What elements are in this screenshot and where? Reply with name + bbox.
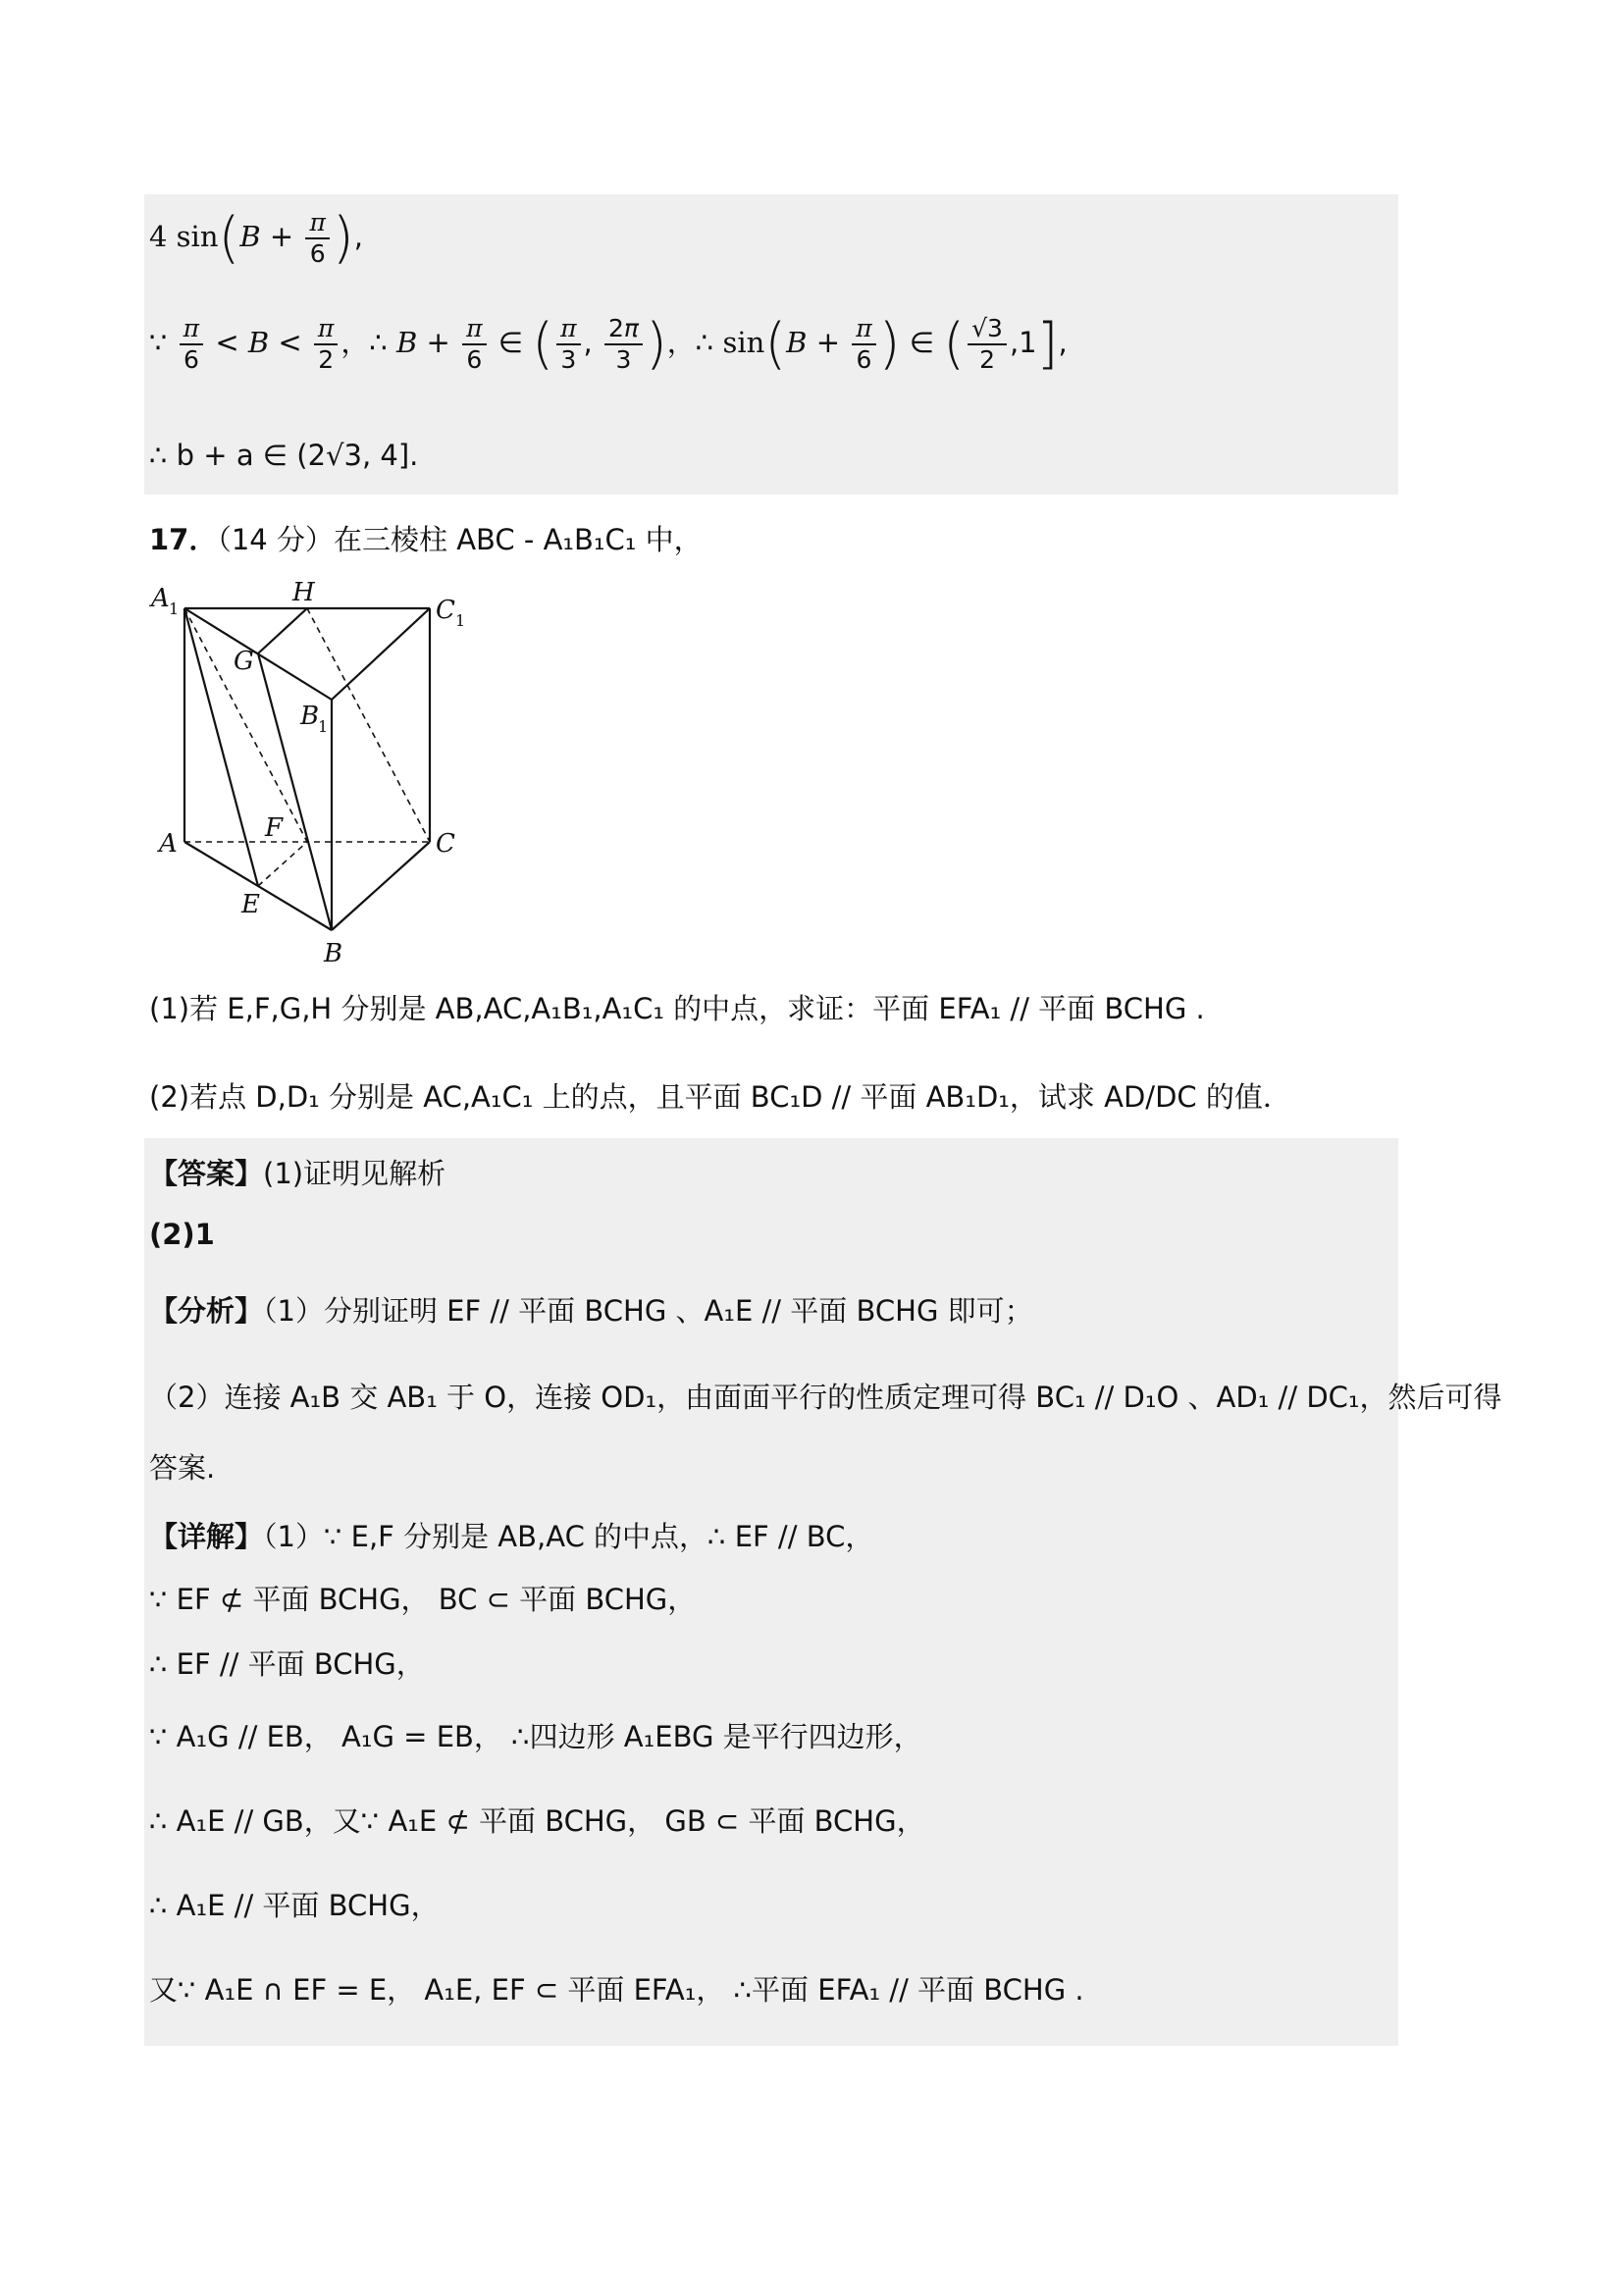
- problem-stem-text: 在三棱柱 ABC - A₁B₁C₁ 中，: [333, 523, 703, 556]
- detail-line-4: ∵ A₁G // EB， A₁G = EB， ∴四边形 A₁EBG 是平行四边形，: [149, 1720, 922, 1753]
- problem-score: （14 分）: [217, 523, 334, 556]
- label-b: B: [324, 939, 343, 968]
- label-h: H: [292, 579, 315, 607]
- detail-line-5: ∴ A₁E // GB，又∵ A₁E ⊄ 平面 BCHG， GB ⊂ 平面 BCHG，: [149, 1804, 925, 1838]
- detail-line-2: ∵ EF ⊄ 平面 BCHG， BC ⊂ 平面 BCHG，: [149, 1583, 697, 1616]
- label-a: A: [159, 829, 178, 859]
- edge-g-h: [258, 608, 307, 653]
- problem-part-1: (1)若 E,F,G,H 分别是 AB,AC,A₁B₁,A₁C₁ 的中点，求证：平面 EFA₁ // 平面 BCHG .: [149, 992, 1205, 1025]
- label-f: F: [265, 813, 284, 843]
- label-c: C: [436, 829, 455, 859]
- label-c1: C: [436, 596, 455, 625]
- svg-text:1: 1: [455, 611, 466, 630]
- detail-line-7: 又∵ A₁E ∩ EF = E， A₁E, EF ⊂ 平面 EFA₁， ∴平面 EFA₁ // 平面 BCHG .: [149, 1973, 1084, 2007]
- problem-part-2: (2)若点 D,D₁ 分别是 AC,A₁C₁ 上的点，且平面 BC₁D // 平面 AB₁D₁，试求 AD/DC 的值．: [149, 1080, 1291, 1114]
- analysis-line-1: [149, 1291, 1033, 1331]
- detail-line-1: [149, 1517, 873, 1556]
- answer-line-1: [149, 1154, 445, 1193]
- analysis-line-3: 答案.: [149, 1451, 216, 1485]
- solution-line-1: 4 sin(B + $\frac{\pi}{6}$ ),: [149, 206, 363, 270]
- svg-text:1: 1: [169, 600, 180, 618]
- solution-line-2: ∵ $\frac{\pi}{6}$ < B < $\frac{\pi}{2}$ ，∴ B + $\frac{\pi}{6}$ ∈ ( $\frac{\pi}{3}$ , $\frac{2\pi}{3}$ )，∴ sin(B + $\frac{\pi}{6}$ ) ∈ ( $\frac{√3}{2}$ ,1],: [149, 312, 1068, 376]
- edge-g-b: [258, 653, 332, 930]
- edge-b-c: [332, 842, 430, 930]
- detail-text-1: （1）∵ E,F 分别是 AB,AC 的中点，∴ EF // BC，: [263, 1520, 874, 1553]
- label-b1: B: [300, 702, 320, 731]
- detail-line-6: ∴ A₁E // 平面 BCHG，: [149, 1889, 440, 1922]
- edge-e-f-hidden: [258, 842, 307, 886]
- problem-stem: [149, 520, 703, 559]
- detail-line-3: ∴ EF // 平面 BCHG，: [149, 1647, 425, 1681]
- answer-tag: 【答案】: [149, 1157, 264, 1190]
- label-a1: A: [151, 584, 170, 613]
- analysis-tag: 【分析】: [149, 1294, 264, 1328]
- label-e: E: [241, 890, 260, 919]
- edge-a1-f-hidden: [184, 608, 307, 842]
- label-g: G: [234, 647, 254, 676]
- solution-line-3: ∴ b + a ∈ (2√3, 4].: [149, 439, 419, 472]
- answer-line-2: (2)1: [149, 1218, 215, 1251]
- triangular-prism-figure: [145, 579, 479, 971]
- analysis-line-2: （2）连接 A₁B 交 AB₁ 于 O，连接 OD₁，由面面平行的性质定理可得 BC₁ // D₁O 、AD₁ // DC₁，然后可得: [149, 1381, 1502, 1414]
- detail-tag: 【详解】: [149, 1520, 264, 1553]
- svg-text:1: 1: [318, 717, 329, 736]
- answer-part-1: (1)证明见解析: [263, 1157, 446, 1190]
- analysis-text-1: （1）分别证明 EF // 平面 BCHG 、A₁E // 平面 BCHG 即可；: [263, 1294, 1033, 1328]
- problem-number: 17．: [149, 523, 218, 556]
- edge-b1-c1: [332, 608, 430, 700]
